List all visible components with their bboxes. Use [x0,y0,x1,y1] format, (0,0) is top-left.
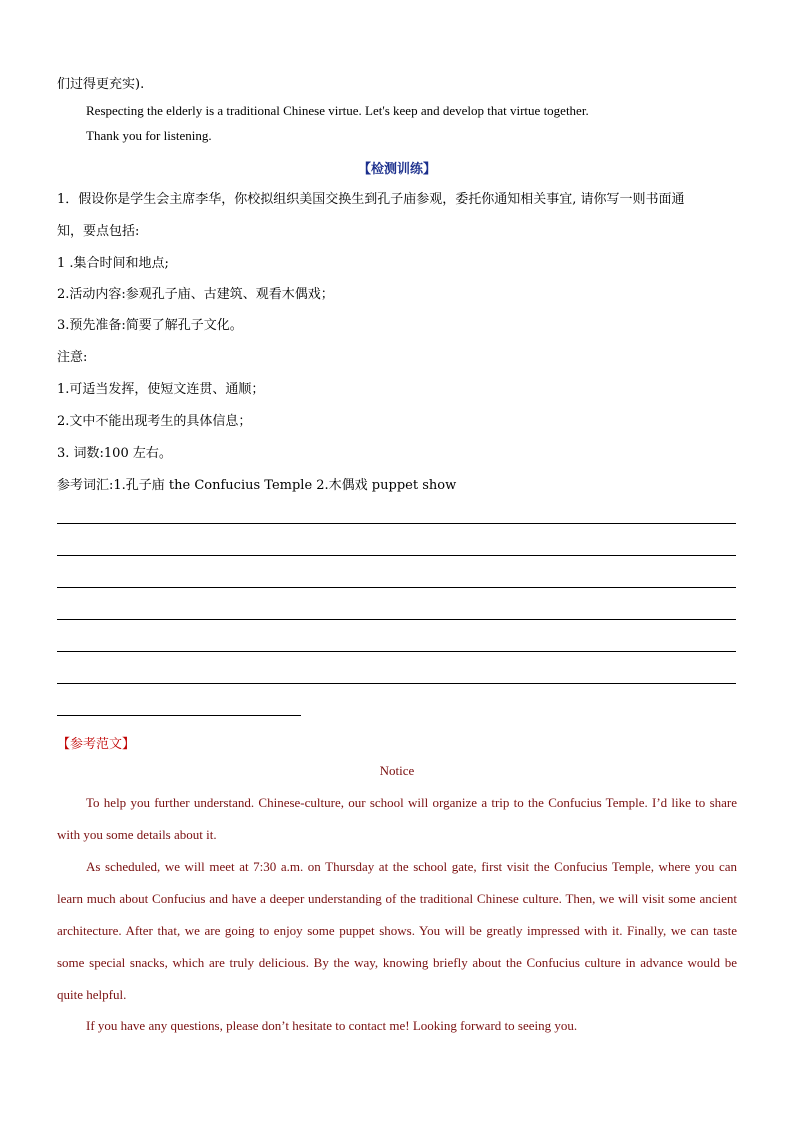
sample-paragraph-1: To help you further understand. Chinese-culture, our school will organize a trip to the Confucius Temple. I’d like to share with you some details about it. [57,795,737,842]
intro-line-2: Respecting the elderly is a traditional Chinese virtue. Let's keep and develop that virtue together. [86,103,589,118]
answer-line [57,587,736,588]
sample-heading: 【参考范文】 [57,737,136,752]
intro-line-1: 们过得更充实). [57,77,145,92]
answer-line [57,523,736,524]
answer-line-short [57,715,301,716]
answer-line [57,683,736,684]
answer-line [57,651,736,652]
vocab-hint: 参考词汇:1.孔子庙 the Confucius Temple 2.木偶戏 puppet show [57,478,457,493]
task-point-3: 3.预先准备:简要了解孔子文化。 [57,318,243,333]
note-1: 1.可适当发挥，使短文连贯、通顺； [57,382,265,397]
sample-paragraph-2: As scheduled, we will meet at 7:30 a.m. on Thursday at the school gate, first visit the Confucius Temple, where you can learn much about Confucius and have a deeper understanding of the traditional Chinese culture. Then, we will visit some ancient architecture. After that, we are going to enjoy some puppet shows. You will be greatly impressed with it. Finally, we can taste some special snacks, which are truly delicious. By the way, knowing briefly about the Confucius culture in advance would be quite helpful. [57,859,737,1002]
section-heading: 【检测训练】 [357,162,436,177]
note-2: 2.文中不能出现考生的具体信息； [57,414,252,429]
note-label: 注意: [57,350,88,365]
sample-paragraph-3: If you have any questions, please don’t hesitate to contact me! Looking forward to seeing you. [86,1018,578,1033]
task-point-1: 1 .集合时间和地点; [57,256,169,271]
answer-line [57,619,736,620]
task-prompt-line-2: 知，要点包括: [57,224,140,239]
note-3: 3. 词数:100 左右。 [57,446,172,461]
task-point-2: 2.活动内容:参观孔子庙、古建筑、观看木偶戏； [57,287,334,302]
intro-line-3: Thank you for listening. [86,128,212,143]
sample-title: Notice [379,763,415,778]
task-prompt-line-1: 1．假设你是学生会主席李华，你校拟组织美国交换生到孔子庙参观，委托你通知相关事宜, 请你写一则书面通 [57,192,685,207]
answer-line [57,555,736,556]
